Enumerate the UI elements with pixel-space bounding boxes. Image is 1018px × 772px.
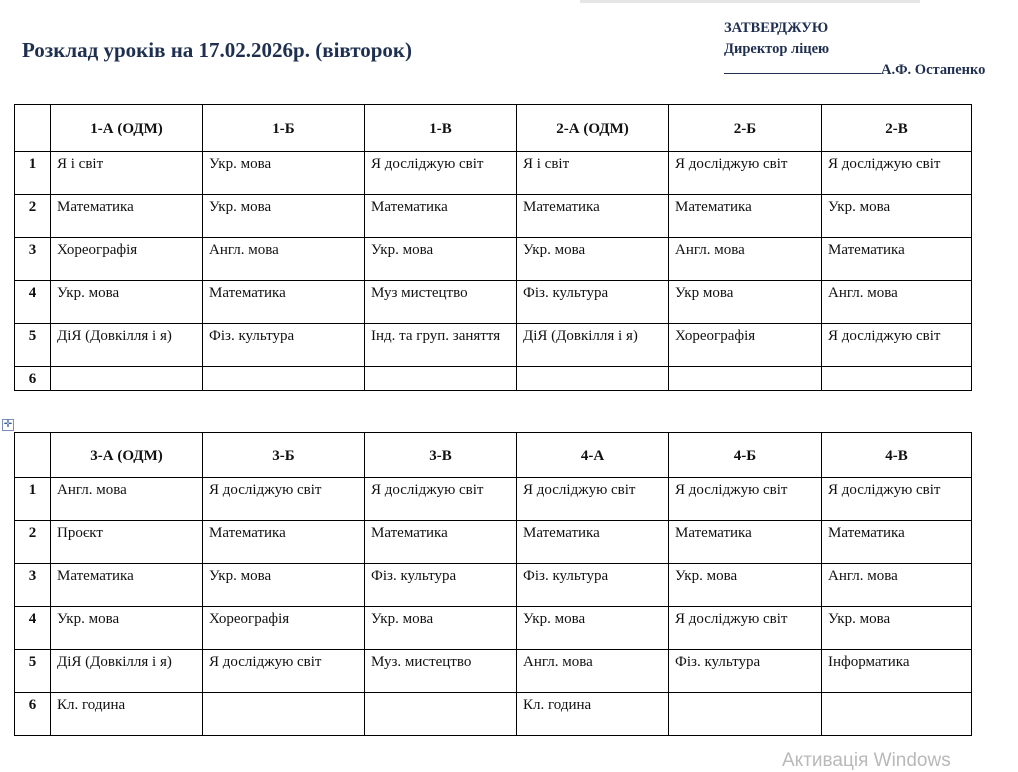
lesson-cell: Математика (517, 195, 669, 238)
signature-line (724, 60, 881, 74)
lesson-cell: Інформатика (822, 650, 972, 693)
lesson-cell: Укр. мова (203, 564, 365, 607)
lesson-cell: Фіз. культура (517, 281, 669, 324)
lesson-cell (669, 693, 822, 736)
lesson-cell: Укр. мова (517, 607, 669, 650)
table-row (15, 478, 972, 521)
lesson-cell: Фіз. культура (669, 650, 822, 693)
lesson-cell: Укр. мова (203, 195, 365, 238)
lesson-cell: ДіЯ (Довкілля і я) (51, 324, 203, 367)
lesson-cell: Я досліджую світ (517, 478, 669, 521)
lesson-cell: Я і світ (51, 152, 203, 195)
lesson-cell: Укр. мова (822, 607, 972, 650)
lesson-cell: Укр. мова (517, 238, 669, 281)
lesson-cell: Укр. мова (365, 238, 517, 281)
lesson-cell: Укр. мова (51, 281, 203, 324)
lesson-cell (203, 693, 365, 736)
lesson-cell: Укр. мова (669, 564, 822, 607)
class-header: 3-Б (203, 433, 365, 478)
table-row (15, 152, 972, 195)
lesson-cell (51, 367, 203, 391)
lesson-number: 5 (15, 650, 51, 693)
lesson-cell: Англ. мова (669, 238, 822, 281)
table-row (15, 195, 972, 238)
lesson-cell: Я досліджую світ (669, 478, 822, 521)
lesson-cell: Укр. мова (203, 152, 365, 195)
lesson-cell: Муз мистецтво (365, 281, 517, 324)
lesson-cell: Я досліджую світ (365, 478, 517, 521)
lesson-cell: Кл. година (517, 693, 669, 736)
lesson-cell: Англ. мова (822, 564, 972, 607)
table-row (15, 238, 972, 281)
lesson-cell: Я досліджую світ (669, 152, 822, 195)
lesson-cell: Математика (365, 521, 517, 564)
lesson-number: 5 (15, 324, 51, 367)
header-corner (15, 105, 51, 152)
class-header: 2-Б (669, 105, 822, 152)
lesson-cell: Математика (669, 195, 822, 238)
lesson-number: 1 (15, 152, 51, 195)
header-corner (15, 433, 51, 478)
lesson-cell: Я і світ (517, 152, 669, 195)
lesson-number: 6 (15, 367, 51, 391)
lesson-cell: Математика (517, 521, 669, 564)
lesson-cell: Хореографія (203, 607, 365, 650)
class-header: 2-А (ОДМ) (517, 105, 669, 152)
lesson-cell: Фіз. культура (365, 564, 517, 607)
lesson-cell: Я досліджую світ (822, 324, 972, 367)
lesson-cell: Хореографія (51, 238, 203, 281)
move-cross-icon[interactable]: ✛ (3, 419, 13, 430)
class-header: 4-А (517, 433, 669, 478)
approval-heading: ЗАТВЕРДЖУЮ (724, 20, 829, 36)
lesson-cell: Я досліджую світ (822, 478, 972, 521)
lesson-cell: Математика (365, 195, 517, 238)
lesson-cell: Хореографія (669, 324, 822, 367)
lesson-cell: Математика (822, 521, 972, 564)
lesson-cell: Укр. мова (365, 607, 517, 650)
schedule-table-grades-3-4 (14, 432, 972, 736)
approval-position: Директор ліцею (724, 41, 830, 57)
lesson-number: 1 (15, 478, 51, 521)
class-header: 2-В (822, 105, 972, 152)
lesson-cell: Англ. мова (517, 650, 669, 693)
lesson-cell: Укр мова (669, 281, 822, 324)
approval-signature-row (724, 60, 985, 81)
class-header: 3-В (365, 433, 517, 478)
lesson-cell: Математика (203, 281, 365, 324)
table-row (15, 607, 972, 650)
top-divider (580, 0, 920, 3)
table-row (15, 367, 972, 391)
lesson-cell: Я досліджую світ (365, 152, 517, 195)
lesson-number: 3 (15, 564, 51, 607)
lesson-cell: Укр. мова (51, 607, 203, 650)
lesson-cell: Інд. та груп. заняття (365, 324, 517, 367)
table-row (15, 281, 972, 324)
lesson-cell: Фіз. культура (203, 324, 365, 367)
lesson-cell: Англ. мова (51, 478, 203, 521)
lesson-cell: Проєкт (51, 521, 203, 564)
class-header: 1-Б (203, 105, 365, 152)
lesson-number: 2 (15, 195, 51, 238)
class-header: 1-А (ОДМ) (51, 105, 203, 152)
approval-signature: А.Ф. Остапенко (881, 62, 986, 78)
lesson-cell (822, 367, 972, 391)
table-row (15, 650, 972, 693)
lesson-cell: Укр. мова (822, 195, 972, 238)
lesson-number: 3 (15, 238, 51, 281)
lesson-cell: ДіЯ (Довкілля і я) (51, 650, 203, 693)
schedule-table-grades-1-2 (14, 104, 972, 391)
lesson-cell: Англ. мова (822, 281, 972, 324)
lesson-cell (822, 693, 972, 736)
lesson-cell (203, 367, 365, 391)
lesson-cell: Математика (51, 564, 203, 607)
lesson-cell (517, 367, 669, 391)
approval-block (724, 18, 985, 81)
lesson-cell (365, 367, 517, 391)
lesson-cell: Математика (669, 521, 822, 564)
table-row (15, 324, 972, 367)
lesson-number: 4 (15, 281, 51, 324)
lesson-cell: Англ. мова (203, 238, 365, 281)
table-header-row (15, 433, 972, 478)
lesson-cell: Я досліджую світ (203, 650, 365, 693)
lesson-cell: Кл. година (51, 693, 203, 736)
lesson-cell: Фіз. культура (517, 564, 669, 607)
lesson-cell: Я досліджую світ (669, 607, 822, 650)
lesson-cell: Муз. мистецтво (365, 650, 517, 693)
lesson-cell: Математика (51, 195, 203, 238)
table-row (15, 521, 972, 564)
lesson-number: 2 (15, 521, 51, 564)
lesson-cell: Математика (203, 521, 365, 564)
table-row (15, 693, 972, 736)
table-header-row (15, 105, 972, 152)
windows-activation-watermark: Активація Windows (782, 750, 951, 771)
lesson-cell: Я досліджую світ (822, 152, 972, 195)
page-title: Розклад уроків на 17.02.2026р. (вівторок) (22, 38, 413, 62)
table-row (15, 564, 972, 607)
lesson-cell (365, 693, 517, 736)
class-header: 1-В (365, 105, 517, 152)
class-header: 3-А (ОДМ) (51, 433, 203, 478)
class-header: 4-В (822, 433, 972, 478)
lesson-cell: ДіЯ (Довкілля і я) (517, 324, 669, 367)
lesson-cell: Я досліджую світ (203, 478, 365, 521)
lesson-number: 4 (15, 607, 51, 650)
class-header: 4-Б (669, 433, 822, 478)
lesson-cell (669, 367, 822, 391)
lesson-number: 6 (15, 693, 51, 736)
lesson-cell: Математика (822, 238, 972, 281)
